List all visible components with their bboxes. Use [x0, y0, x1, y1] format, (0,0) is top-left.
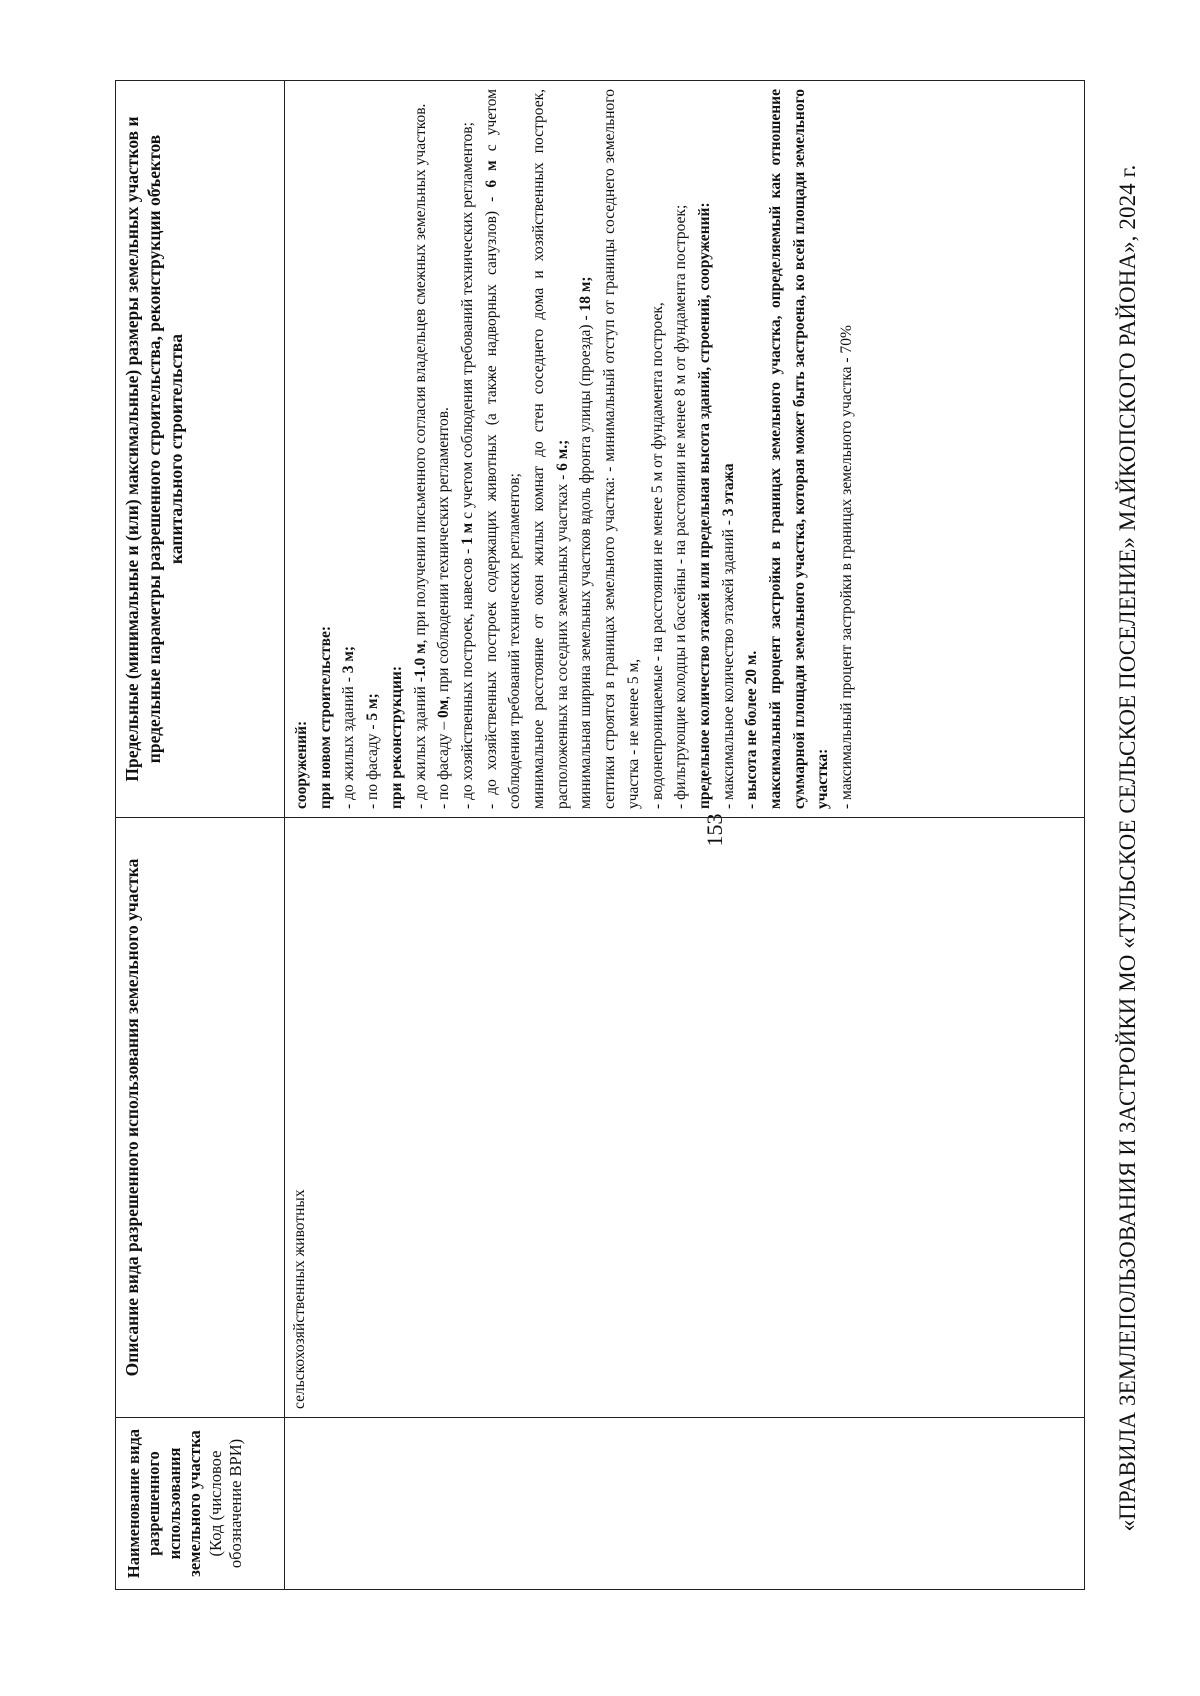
parameter-text: 3 м; — [340, 645, 358, 674]
parameter-text: с учетом соблюдения требований технических регламентов; — [458, 122, 476, 523]
header-vri-name-text: Наименование вида разрешенного использования земельного участка — [124, 1428, 205, 1579]
parameter-text: - до жилых зданий - — [411, 677, 429, 809]
parameter-text: - по фасаду - — [364, 720, 382, 809]
header-vri-code-text: (Код (числовое обозначение ВРИ) — [205, 1438, 246, 1569]
document-footer: «ПРАВИЛА ЗЕМЛЕПОЛЬЗОВАНИЯ И ЗАСТРОЙКИ МО «ТУЛЬСКОЕ СЕЛЬСКОЕ ПОСЕЛЕНИЕ» МАЙКОПСКОГО РАЙОНА», 2024 г. — [1115, 164, 1140, 1532]
parameter-line — [527, 89, 574, 809]
parameter-line — [740, 89, 764, 809]
parameter-text: 6 м.; — [553, 439, 571, 471]
header-parameters: Предельные (минимальные и (или) максимальные) размеры земельных участков и предельные параметры разрешенного строительства, реконструкции объектов капитального строительства — [122, 116, 186, 782]
parameter-text: с учетом соблюдения требований технических регламентов; — [482, 89, 524, 809]
parameter-text: 5 м; — [364, 693, 382, 721]
table-header-row — [116, 81, 285, 1589]
parameter-line — [717, 89, 741, 809]
parameter-line — [337, 89, 361, 809]
parameter-line — [314, 89, 338, 809]
parameter-text: - фильтрующие колодцы и бассейны - на расстоянии не менее 8 м от фундамента построек; — [672, 204, 690, 809]
parameter-text: минимальное расстояние от окон жилых комнат до стен соседнего дома и хозяйственных построек, расположенных на соседних земельных участках - — [530, 89, 571, 809]
parameter-text: минимальная ширина земельных участков вдоль фронта улицы (проезда) - — [577, 311, 595, 809]
parameter-text: максимальный процент застройки в границах земельного участка, определяемый как отношение суммарной площади земельного участка, которая может быть застроена, ко всей площади земельного участка: — [767, 89, 832, 809]
parameter-text: - высота не более 20 м. — [743, 650, 761, 809]
parameter-text: - до жилых зданий - — [340, 673, 358, 809]
parameter-line — [669, 89, 693, 809]
parameter-line — [409, 89, 433, 809]
parameter-text: септики строятся в границах земельного участка: - минимальный отступ от границы соседнего земельного участка - не менее 5 м, — [601, 89, 642, 809]
parameter-text: 0м — [435, 699, 453, 719]
parameter-text: 6 м — [482, 160, 500, 188]
page-number: 153 — [702, 813, 727, 847]
parameter-line — [361, 89, 385, 809]
parameter-text: 18 м; — [577, 276, 595, 312]
parameter-text: при новом строительстве: — [316, 625, 334, 809]
parameter-text: - максимальный процент застройки в границах земельного участка - 70% — [838, 325, 856, 809]
parameter-text: - максимальное количество этажей зданий - — [719, 516, 737, 809]
parameter-text: - до хозяйственных построек содержащих животных (а также надворных санузлов) - — [482, 187, 500, 809]
parameter-text: при реконструкции: — [387, 666, 405, 809]
table-row — [285, 81, 1084, 1589]
parameter-text: , при соблюдении технических регламентов. — [435, 407, 453, 700]
parameter-text: - по фасаду – — [435, 718, 453, 809]
parameter-text: - до хозяйственных построек, навесов - — [458, 544, 476, 809]
parameter-line — [385, 89, 409, 809]
parameter-line — [574, 89, 598, 809]
cell-vri-name — [285, 1417, 1084, 1589]
parameter-line — [480, 89, 527, 809]
parameter-text: 1.0 м — [411, 643, 429, 678]
header-vri-description: Описание вида разрешенного использования земельного участка — [116, 817, 284, 1417]
parameter-line — [456, 89, 480, 809]
cell-parameters — [285, 81, 1084, 817]
parameter-text: 1 м — [458, 522, 476, 545]
header-vri-name — [116, 1417, 284, 1589]
cell-vri-description: сельскохозяйственных животных — [285, 817, 1084, 1417]
parameter-line — [432, 89, 456, 809]
parameter-line — [693, 89, 717, 809]
parameter-text: сооружений: — [293, 720, 310, 809]
parameter-line — [290, 89, 314, 809]
parameter-line — [835, 89, 859, 809]
parameter-text: - водонепроницаемые - на расстоянии не менее 5 м от фундамента построек, — [648, 302, 666, 809]
parameter-line — [764, 89, 835, 809]
parameter-line — [646, 89, 670, 809]
parameter-text: 3 этажа — [719, 463, 737, 517]
parameter-text: предельное количество этажей или предельная высота зданий, строений, сооружений: — [695, 202, 713, 809]
parameter-text: , при получении письменного согласия владельцев смежных земельных участков. — [411, 103, 429, 644]
zoning-table — [115, 80, 1085, 1590]
parameter-line — [598, 89, 645, 809]
